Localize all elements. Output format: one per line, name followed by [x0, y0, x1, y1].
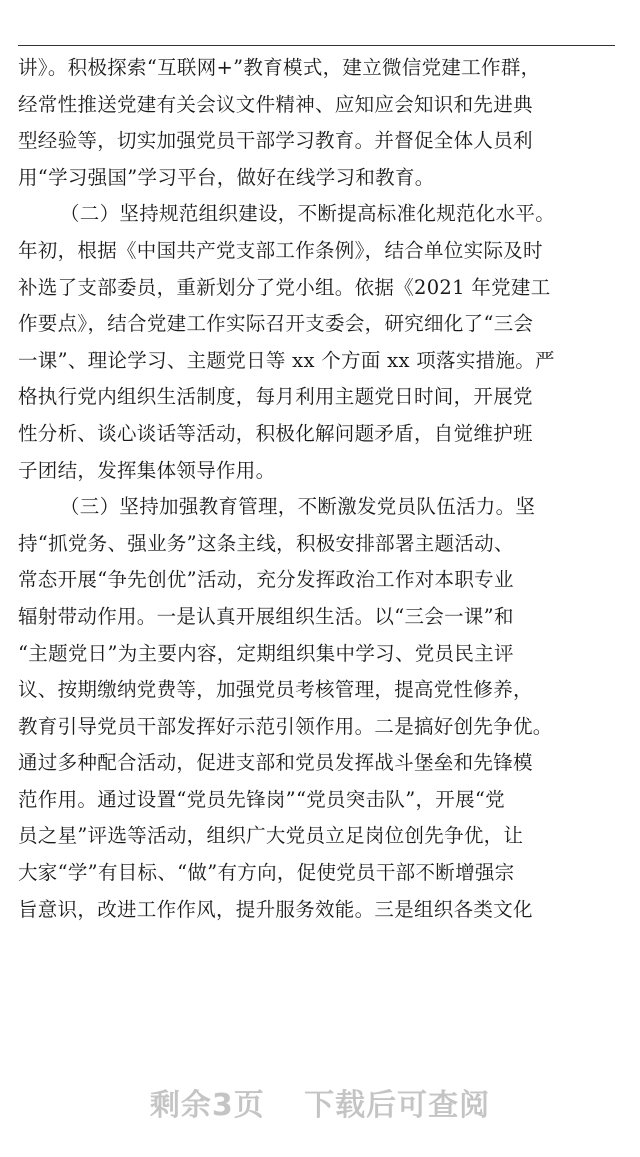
text-line: “主题党日”为主要内容，定期组织集中学习、党员民主评	[18, 641, 514, 665]
text-line: 格执行党内组织生活制度，每月利用主题党日时间，开展党	[18, 385, 533, 409]
text-line: 持“抓党务、强业务”这条主线，积极安排部署主题活动、	[18, 531, 514, 555]
text-line: 用“学习强国”学习平台，做好在线学习和教育。	[18, 165, 435, 189]
text-line: 常态开展“争先创优”活动，充分发挥政治工作对本职专业	[18, 568, 514, 592]
text-line: 员之星”评选等活动，组织广大党员立足岗位创先争优，让	[18, 824, 524, 848]
text-line: 经常性推送党建有关会议文件精神、应知应会知识和先进典	[18, 92, 533, 116]
text-line: 一课”、理论学习、主题党日等 xx 个方面 xx 项落实措施。严	[18, 348, 555, 372]
download-to-view-label: 下载后可查阅	[304, 1088, 491, 1123]
text-line: 子团结，发挥集体领导作用。	[18, 458, 276, 482]
text-line: 议、按期缴纳党费等，加强党员考核管理，提高党性修养，	[18, 678, 533, 702]
text-line: 教育引导党员干部发挥好示范引领作用。二是搞好创先争优。	[18, 714, 553, 738]
text-line: 作要点》，结合党建工作实际召开支委会，研究细化了“三会	[18, 312, 534, 336]
section-heading: （三）坚持加强教育管理，不断激发党员队伍活力。坚	[60, 495, 536, 519]
text-line: 性分析、谈心谈话等活动，积极化解问题矛盾，自觉维护班	[18, 421, 533, 445]
remaining-pages-label: 剩余3页	[149, 1088, 265, 1123]
text-line: 范作用。通过设置“党员先锋岗”“党员突击队”，开展“党	[18, 787, 505, 811]
header-rule	[18, 45, 615, 46]
text-line: 补选了支部委员，重新划分了党小组。依据《2021 年党建工	[18, 275, 551, 299]
document-body	[18, 50, 622, 928]
text-line: 辐射带动作用。一是认真开展组织生活。以“三会一课”和	[18, 604, 514, 628]
section-heading: （二）坚持规范组织建设，不断提高标准化规范化水平。	[60, 202, 556, 226]
download-prompt-banner[interactable]	[0, 1080, 640, 1130]
text-line: 大家“学”有目标、“做”有方向，促使党员干部不断增强宗	[18, 861, 515, 885]
text-line: 通过多种配合活动，促进支部和党员发挥战斗堡垒和先锋模	[18, 751, 533, 775]
text-line: 年初，根据《中国共产党支部工作条例》，结合单位实际及时	[18, 238, 543, 262]
text-line: 旨意识，改进工作作风，提升服务效能。三是组织各类文化	[18, 897, 533, 921]
text-line: 讲》。积极探索“互联网+”教育模式，建立微信党建工作群，	[18, 56, 541, 79]
text-line: 型经验等，切实加强党员干部学习教育。并督促全体人员利	[18, 129, 533, 153]
